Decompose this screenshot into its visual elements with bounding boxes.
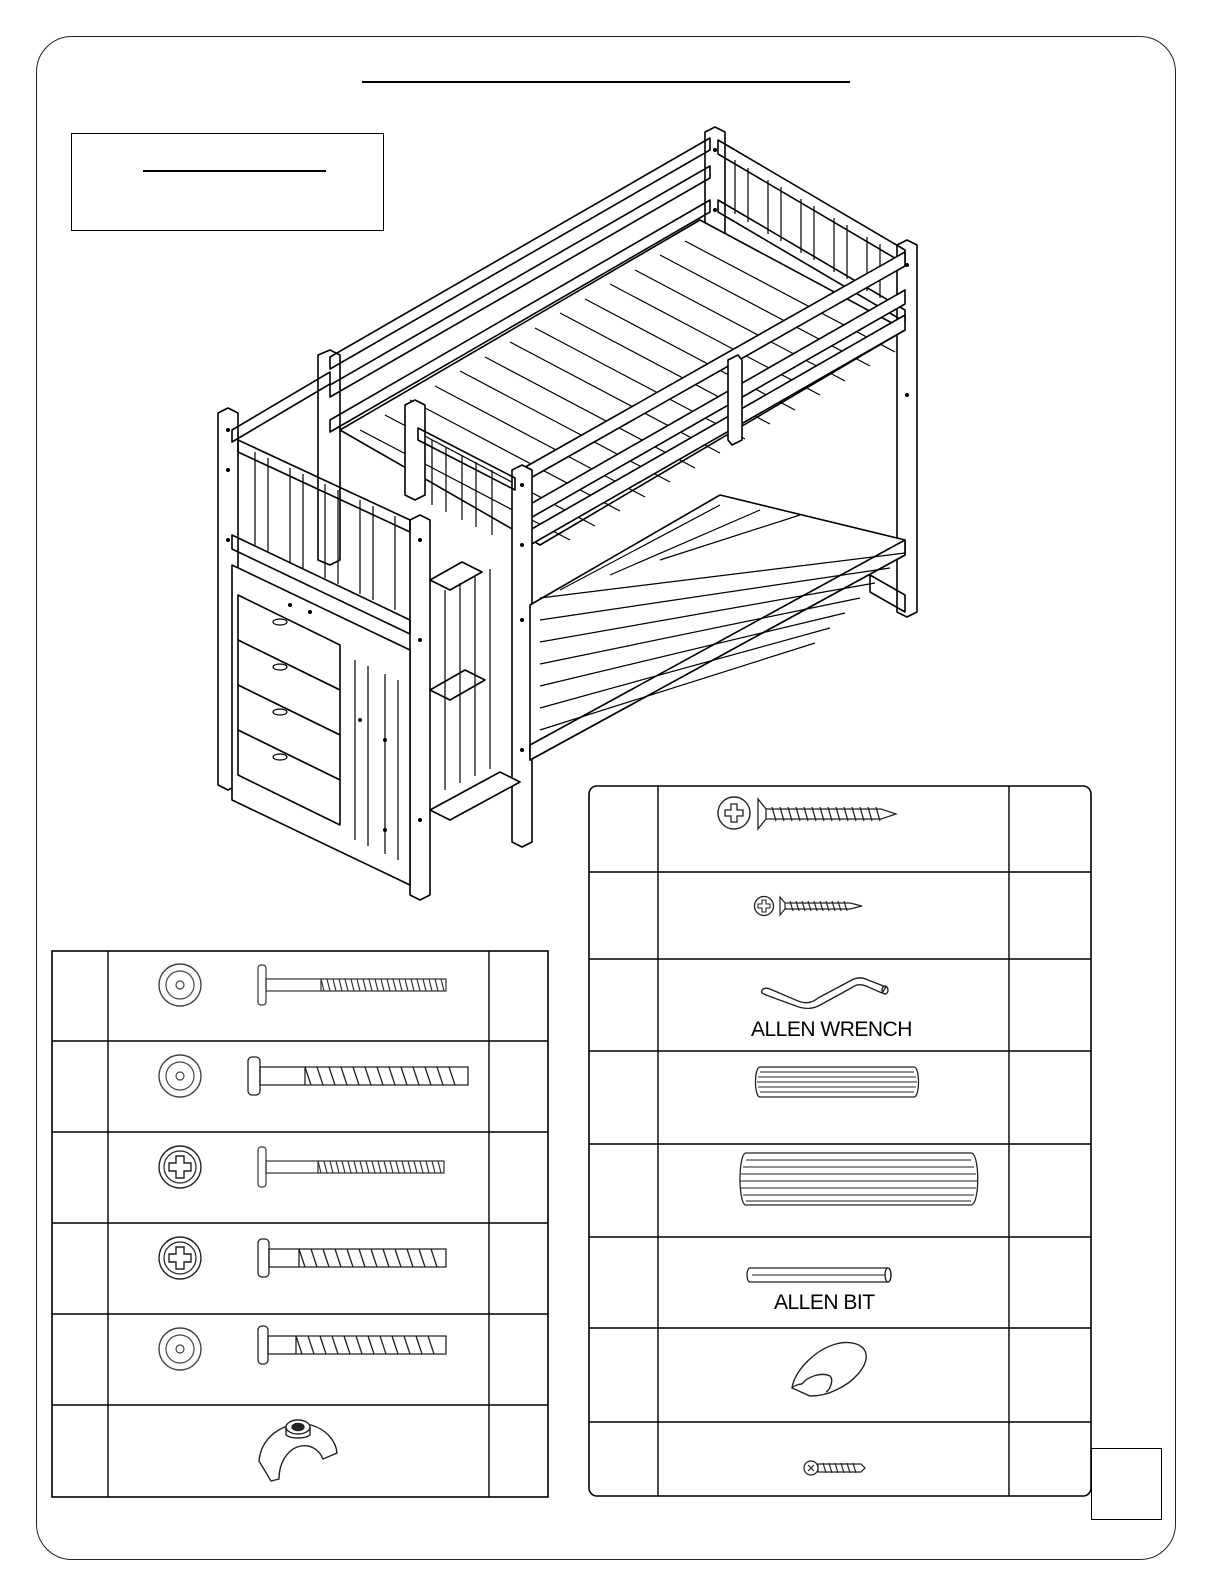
- allen-bit-label: ALLEN BIT: [774, 1291, 875, 1314]
- bolt-coarse-long-icon: [246, 1053, 471, 1099]
- allen-wrench-icon: [758, 973, 898, 1013]
- allen-wrench-label: ALLEN WRENCH: [751, 1018, 912, 1041]
- wood-dowel-large-icon: [736, 1151, 981, 1207]
- bolt-short-fine-icon: [256, 962, 451, 1008]
- phillips-head-icon: [753, 895, 775, 917]
- barrel-nut-icon: [251, 1413, 346, 1485]
- wood-screw-small-icon: [778, 895, 866, 917]
- bolt-phillips-fine-icon: [256, 1144, 451, 1190]
- page-number-box: [1091, 1448, 1162, 1520]
- hardware-table-right: [588, 785, 1092, 1497]
- cap-washer-icon: [157, 1053, 203, 1099]
- knob-screw-icon: [801, 1458, 867, 1478]
- wood-screw-large-icon: [756, 797, 898, 831]
- phillips-head-icon: [157, 1235, 203, 1281]
- drawer-knob-icon: [788, 1338, 870, 1400]
- bolt-phillips-coarse-icon: [256, 1235, 451, 1281]
- title-underline: [362, 81, 850, 83]
- phillips-head-icon: [716, 795, 752, 831]
- phillips-head-icon: [157, 1144, 203, 1190]
- cap-washer-icon: [157, 1326, 203, 1372]
- hardware-table-left: [51, 950, 549, 1498]
- bolt-coarse-medium-icon: [256, 1322, 451, 1368]
- allen-bit-icon: [744, 1265, 894, 1285]
- wood-dowel-small-icon: [752, 1065, 922, 1099]
- cap-washer-icon: [157, 962, 203, 1008]
